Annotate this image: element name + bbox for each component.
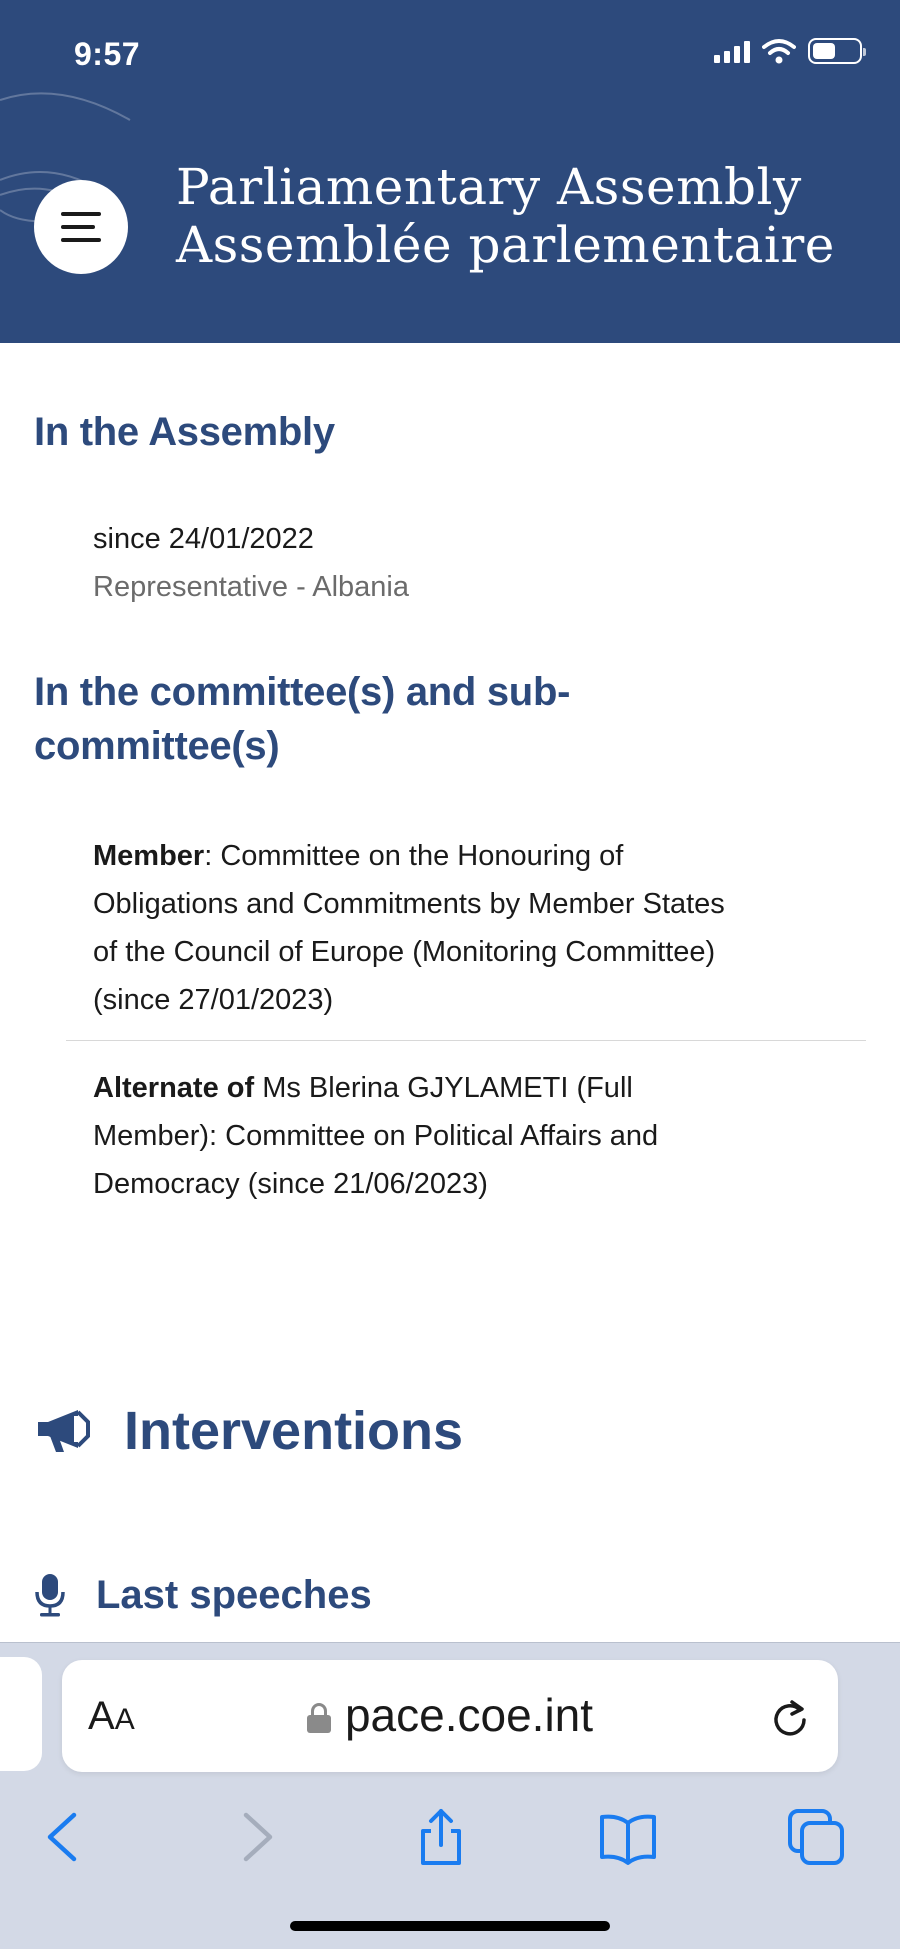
back-icon[interactable] (34, 1807, 94, 1867)
menu-button[interactable] (34, 180, 128, 274)
site-header (0, 0, 900, 343)
site-title-french: Assemblée parlementaire (176, 216, 835, 274)
committee-item-member (93, 832, 873, 1024)
lock-icon (307, 1703, 331, 1733)
committee-line: Obligations and Commitments by Member States (93, 888, 725, 920)
role-label: Member (93, 840, 205, 872)
wifi-icon (762, 38, 796, 64)
status-time: 9:57 (74, 36, 141, 72)
last-speeches-heading[interactable] (34, 1572, 372, 1618)
bookmarks-icon[interactable] (598, 1807, 658, 1867)
committee-line: (since 27/01/2023) (93, 984, 334, 1016)
hamburger-icon-bar (61, 212, 101, 216)
committee-item-alternate (93, 1064, 873, 1208)
committee-text: : Committee on the Honouring of (204, 840, 624, 872)
interventions-heading (34, 1400, 463, 1462)
url-display[interactable] (62, 1688, 838, 1742)
committees-heading (34, 665, 570, 773)
browser-bottom-bar (0, 1642, 900, 1949)
interventions-title: Interventions (124, 1401, 464, 1461)
site-title-english: Parliamentary Assembly (176, 158, 802, 216)
divider (66, 1040, 866, 1041)
last-speeches-title: Last speeches (96, 1572, 372, 1617)
megaphone-icon (34, 1406, 94, 1456)
assembly-heading: In the Assembly (34, 410, 335, 454)
committee-line: of the Council of Europe (Monitoring Committee) (93, 936, 716, 968)
home-indicator[interactable] (290, 1921, 610, 1931)
site-title[interactable] (176, 158, 835, 274)
cellular-signal-icon (714, 39, 750, 63)
previous-tab-preview[interactable] (0, 1657, 42, 1771)
browser-toolbar (0, 1793, 900, 1883)
committee-line (93, 832, 873, 880)
committee-line: Democracy (since 21/06/2023) (93, 1168, 488, 1200)
forward-icon[interactable] (226, 1807, 286, 1867)
assembly-entry (93, 515, 873, 611)
committee-line (93, 1064, 873, 1112)
role-label: Alternate of (93, 1072, 255, 1104)
committee-line: Member): Committee on Political Affairs and (93, 1120, 659, 1152)
assembly-since: since 24/01/2022 (93, 523, 314, 555)
microphone-icon (34, 1572, 66, 1618)
status-icons (714, 38, 862, 64)
reload-icon[interactable] (770, 1698, 810, 1738)
battery-icon (808, 38, 862, 64)
share-icon[interactable] (411, 1807, 471, 1867)
address-bar[interactable] (62, 1660, 838, 1772)
hamburger-icon-bar (61, 238, 101, 242)
url-text: pace.coe.int (344, 1689, 594, 1741)
committee-text: Ms Blerina GJYLAMETI (Full (254, 1072, 633, 1104)
committees-heading-line1: In the committee(s) and sub- (34, 670, 571, 714)
aa-small: A (114, 1703, 135, 1736)
tabs-icon[interactable] (786, 1807, 846, 1867)
hamburger-icon-bar (61, 225, 95, 229)
assembly-role: Representative - Albania (93, 571, 409, 603)
aa-large: A (88, 1694, 115, 1738)
committees-heading-line2: committee(s) (34, 724, 280, 768)
